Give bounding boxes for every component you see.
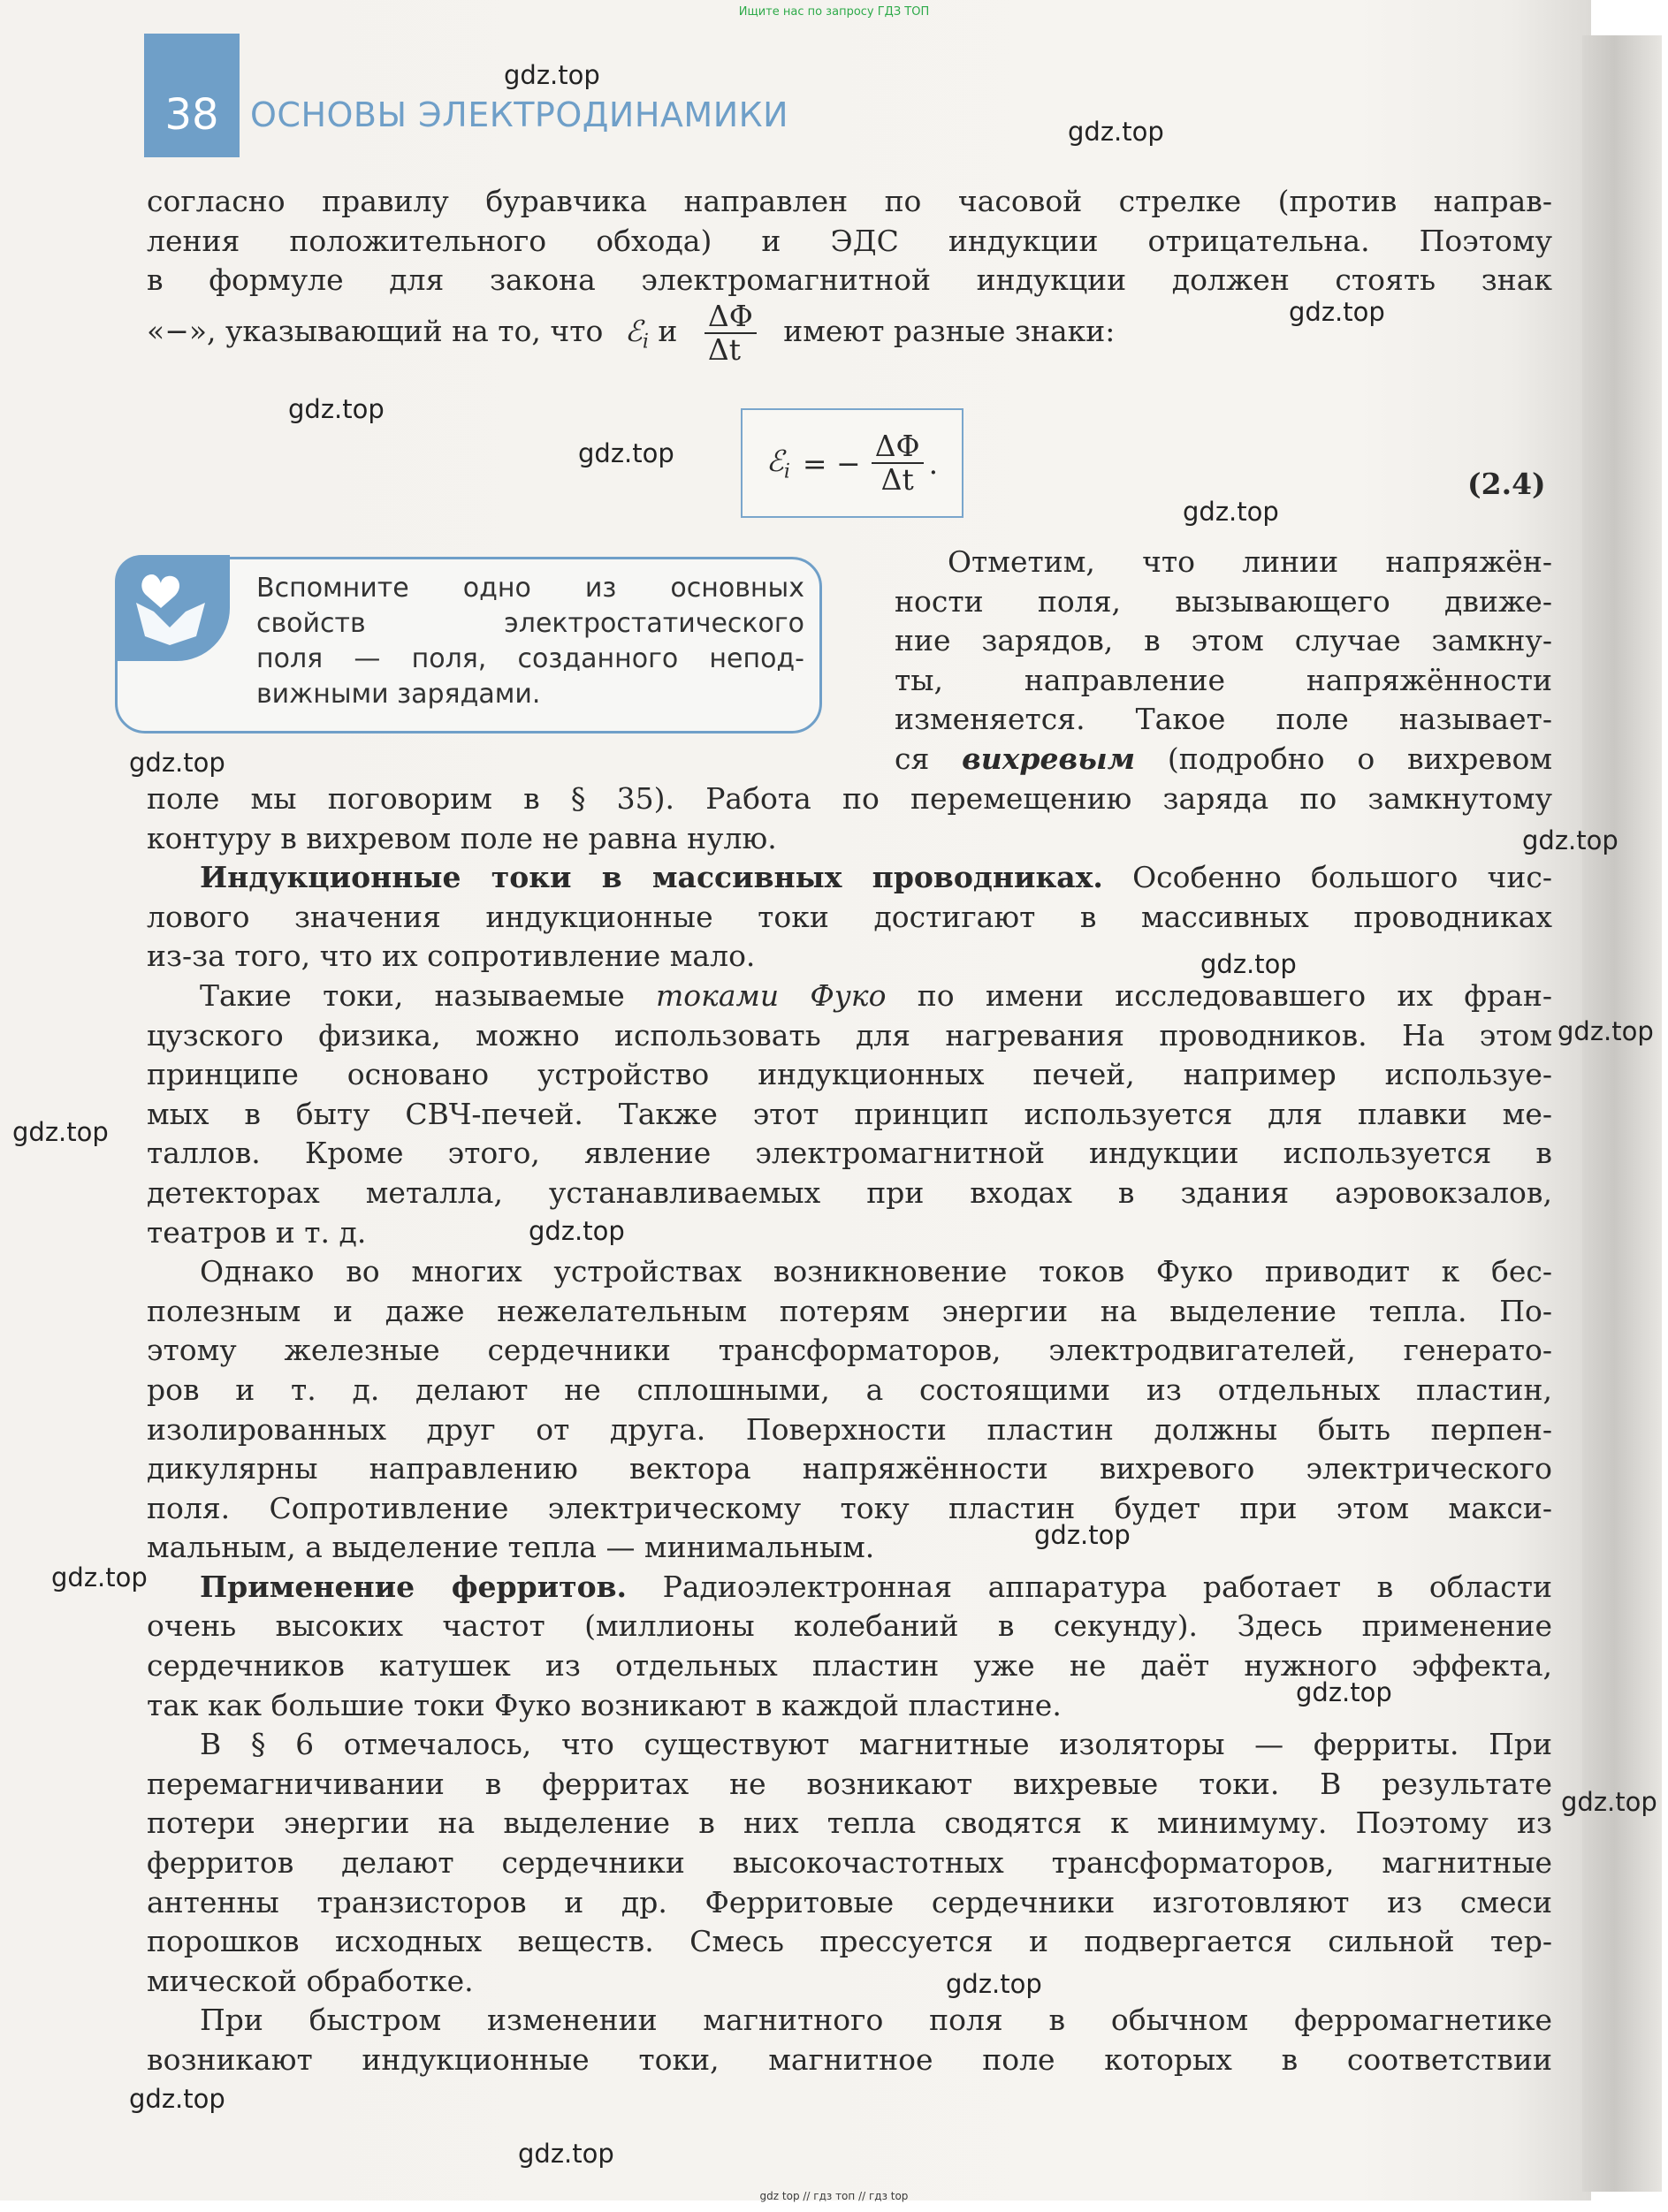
equals-minus: = − bbox=[802, 445, 861, 481]
text-line: из-за того, что их сопротивление мало. bbox=[147, 939, 756, 974]
flux-fraction: $\frac{\Delta\Phi}{\Delta t}$ bbox=[872, 430, 924, 496]
reminder-text bbox=[256, 571, 804, 712]
text-line: потери энергии на выделение в них тепла сводятся к минимуму. Поэтому из bbox=[147, 1805, 1552, 1841]
watermark: gdz.top bbox=[129, 748, 225, 778]
watermark: gdz.top bbox=[529, 1216, 625, 1246]
watermark: gdz.top bbox=[504, 60, 600, 90]
text-line: детекторах металла, устанавливаемых при входах в здания аэровокзалов, bbox=[147, 1174, 1552, 1210]
watermark: gdz.top bbox=[51, 1562, 148, 1592]
equation-number: (2.4) bbox=[1467, 467, 1546, 501]
watermark: gdz.top bbox=[946, 1969, 1042, 1999]
text-line: поля. Сопротивление электрическому току пластин будет при этом макси- bbox=[147, 1490, 1552, 1525]
text-line: мых в быту СВЧ-печей. Также этот принцип используется для плавки ме- bbox=[147, 1096, 1552, 1131]
term-vortex: вихревым bbox=[962, 741, 1136, 776]
text-fragment: имеют разные знаки: bbox=[783, 314, 1116, 348]
page-number: 38 bbox=[144, 34, 240, 157]
watermark: gdz.top bbox=[1034, 1520, 1131, 1550]
text-fragment: и bbox=[658, 314, 678, 348]
text-line: поля — поля, созданного непод- bbox=[256, 643, 804, 674]
text-line: При быстром изменении магнитного поля в обычном ферромагнетике bbox=[200, 2003, 1552, 2038]
text-line: Однако во многих устройствах возникновение токов Фуко приводит к бес- bbox=[200, 1254, 1552, 1289]
text-line: изолированных друг от друга. Поверхности пластин должны быть перпен- bbox=[147, 1411, 1552, 1447]
watermark: gdz.top bbox=[129, 2084, 225, 2114]
text-line: принципе основано устройство индукционных печей, например используе- bbox=[147, 1057, 1552, 1092]
watermark: gdz.top bbox=[1561, 1787, 1657, 1817]
text-line: поле мы поговорим в § 35). Работа по перемещению заряда по замкнутому bbox=[147, 781, 1552, 816]
text-fragment: «−», указывающий на то, что bbox=[147, 314, 604, 348]
section-heading-line: Применение ферритов. Радиоэлектронная аппаратура работает в области bbox=[200, 1569, 1552, 1604]
top-note: Ищите нас по запросу ГДЗ ТОП bbox=[738, 5, 930, 19]
section-heading: Индукционные токи в массивных проводниках. bbox=[200, 860, 1103, 895]
text-line: ления положительного обхода) и ЭДС индукции отрицательна. Поэтому bbox=[147, 223, 1552, 258]
text-line: антенны транзисторов и др. Ферритовые сердечники изготовляют из смеси bbox=[147, 1884, 1552, 1919]
text-line: Отметим, что линии напряжён- bbox=[948, 544, 1552, 579]
text-line: ние зарядов, в этом случае замкну- bbox=[895, 623, 1552, 658]
text-line: мической обработке. bbox=[147, 1963, 474, 1998]
text-line: полезным и даже нежелательным потерям энергии на выделение тепла. По- bbox=[147, 1293, 1552, 1328]
emf-symbol: ℰ$_i$ bbox=[624, 314, 649, 353]
text-line: возникают индукционные токи, магнитное поле которых в соответствии bbox=[147, 2042, 1552, 2077]
text-line: ты, направление напряжённости bbox=[895, 662, 1552, 697]
text-line: изменяется. Такое поле называет- bbox=[895, 702, 1552, 737]
text-line: очень высоких частот (миллионы колебаний в секунду). Здесь применение bbox=[147, 1608, 1552, 1644]
text-line: так как большие токи Фуко возникают в каждой пластине. bbox=[147, 1687, 1062, 1722]
watermark: gdz.top bbox=[1200, 949, 1297, 979]
text-line: таллов. Кроме этого, явление электромагнитной индукции используется в bbox=[147, 1136, 1552, 1171]
emf-symbol: ℰ$_i$ bbox=[765, 443, 790, 483]
term-foucault: токами Фуко bbox=[655, 977, 887, 1013]
watermark: gdz.top bbox=[12, 1117, 109, 1147]
watermark: gdz.top bbox=[1289, 297, 1385, 327]
text-line: этому железные сердечники трансформаторов, электродвигателей, генерато- bbox=[147, 1333, 1552, 1368]
section-heading-line: Индукционные токи в массивных проводниках. Особенно большого чис- bbox=[200, 860, 1552, 895]
watermark: gdz.top bbox=[518, 2139, 614, 2169]
text-line: свойств электростатического bbox=[256, 608, 804, 639]
text-line: Такие токи, называемые токами Фуко по имени исследовавшего их фран- bbox=[200, 977, 1552, 1013]
page-edge-shadow bbox=[1582, 35, 1662, 2192]
heart-hands-icon bbox=[134, 567, 210, 647]
watermark: gdz.top bbox=[1522, 825, 1618, 855]
text-line: ров и т. д. делают не сплошными, а состоящими из отдельных пластин, bbox=[147, 1372, 1552, 1407]
text-line: дикулярны направлению вектора напряжённости вихревого электрического bbox=[147, 1451, 1552, 1486]
text-line: вижными зарядами. bbox=[256, 679, 541, 710]
text-line: контуру в вихревом поле не равна нулю. bbox=[147, 820, 777, 855]
formula-dot: . bbox=[928, 445, 939, 481]
intro-paragraph bbox=[147, 182, 1552, 300]
bottom-note: gdz top // гдз топ // гдз top bbox=[759, 2190, 909, 2202]
text-line: лового значения индукционные токи достигают в массивных проводниках bbox=[147, 899, 1552, 934]
chapter-title: ОСНОВЫ ЭЛЕКТРОДИНАМИКИ bbox=[250, 95, 789, 134]
section-heading: Применение ферритов. bbox=[200, 1569, 628, 1604]
text-line: ферритов делают сердечники высокочастотных трансформаторов, магнитные bbox=[147, 1845, 1552, 1881]
formula-box bbox=[741, 408, 963, 518]
watermark: gdz.top bbox=[1558, 1016, 1654, 1046]
text-line: сердечников катушек из отдельных пластин уже не даёт нужного эффекта, bbox=[147, 1648, 1552, 1684]
reminder-badge bbox=[115, 555, 230, 661]
text-line: порошков исходных веществ. Смесь прессуется и подвергается сильной тер- bbox=[147, 1924, 1552, 1959]
main-text bbox=[147, 779, 1552, 2080]
text-line: мальным, а выделение тепла — минимальным. bbox=[147, 1530, 875, 1565]
watermark: gdz.top bbox=[1296, 1677, 1392, 1707]
text-line: перемагничивании в ферритах не возникают вихревые токи. В результате bbox=[147, 1766, 1552, 1801]
vortex-paragraph-right bbox=[895, 543, 1552, 779]
watermark: gdz.top bbox=[288, 394, 385, 424]
text-line: цузского физика, можно использовать для нагревания проводников. На этом bbox=[147, 1017, 1552, 1053]
text-line: ности поля, вызывающего движе- bbox=[895, 583, 1552, 619]
text-line: ся вихревым (подробно о вихревом bbox=[895, 741, 1552, 776]
text-line: В § 6 отмечалось, что существуют магнитные изоляторы — ферриты. При bbox=[200, 1727, 1552, 1762]
text-line: театров и т. д. bbox=[147, 1214, 367, 1250]
text-line: Вспомните одно из основных bbox=[256, 573, 804, 604]
text-line: согласно правилу буравчика направлен по часовой стрелке (против направ- bbox=[147, 184, 1552, 218]
intro-last-line bbox=[147, 300, 1296, 366]
text-line: в формуле для закона электромагнитной индукции должен стоять знак bbox=[147, 262, 1552, 298]
watermark: gdz.top bbox=[1068, 117, 1164, 147]
watermark: gdz.top bbox=[1183, 497, 1279, 527]
flux-fraction: $\frac{\Delta\Phi}{\Delta t}$ bbox=[705, 300, 757, 366]
watermark: gdz.top bbox=[578, 438, 674, 468]
